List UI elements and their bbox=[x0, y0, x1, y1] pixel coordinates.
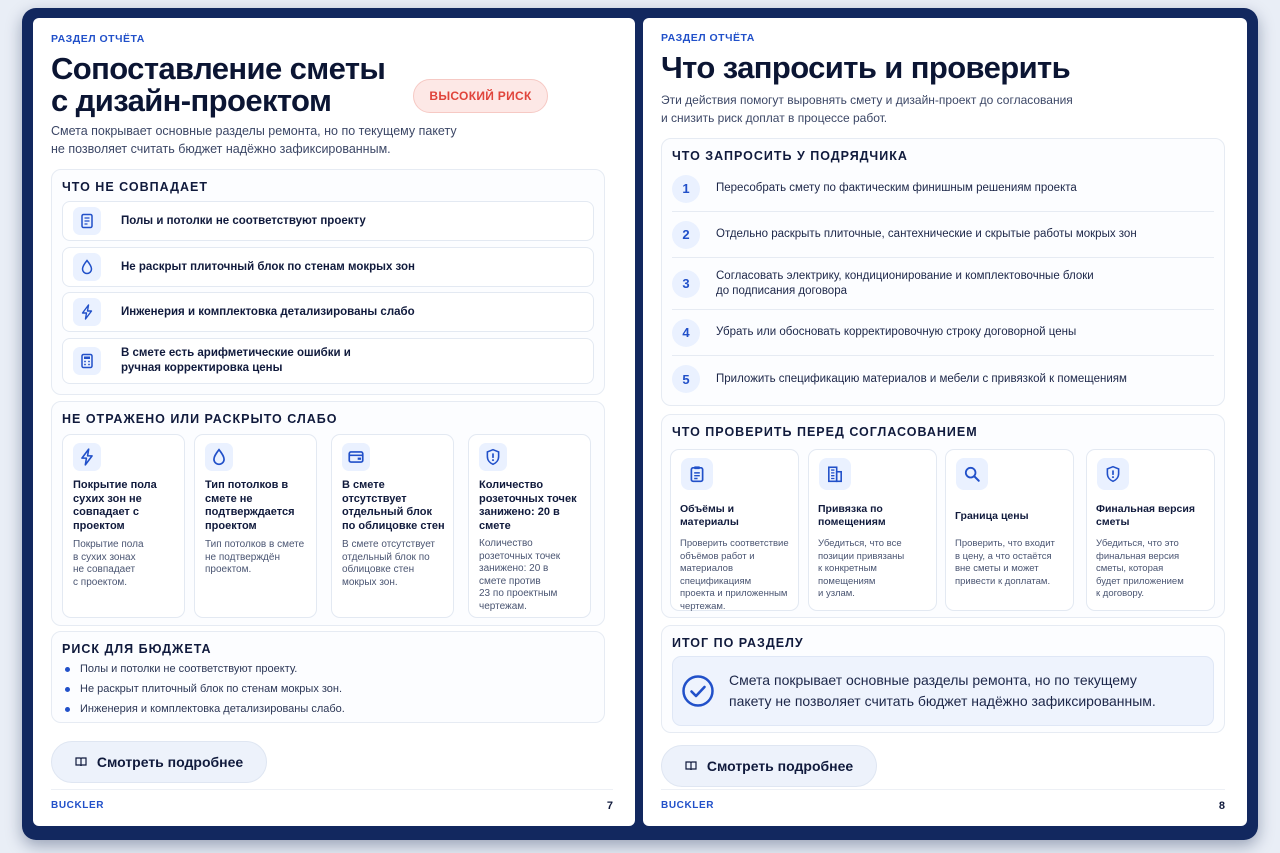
shield-alert-icon bbox=[479, 443, 507, 471]
page-title: Что запросить и проверить bbox=[661, 50, 1071, 85]
title-line: Тип потолков в bbox=[205, 479, 289, 491]
text-line: Убрать или обосновать корректировочную строку договорной цены bbox=[716, 326, 1077, 338]
title-line: отдельный блок bbox=[342, 506, 432, 518]
mismatch-item bbox=[62, 247, 594, 287]
weak-card bbox=[194, 434, 317, 618]
title-line: проектом bbox=[205, 519, 257, 532]
desc-line: смете против bbox=[479, 575, 541, 587]
desc-line: чертежам. bbox=[680, 600, 726, 612]
text-line: Не раскрыт плиточный блок по стенам мокрых зон bbox=[121, 260, 415, 273]
verify-card bbox=[808, 449, 937, 611]
text-line: Инженерия и комплектовка детализированы слабо bbox=[121, 305, 415, 318]
desc-line: материалов спецификациям bbox=[680, 563, 752, 587]
lead-text bbox=[51, 122, 457, 158]
text-line: ручная корректировка цены bbox=[121, 362, 283, 374]
panel-title: ЧТО НЕ СОВПАДАЕТ bbox=[62, 180, 208, 194]
card-title bbox=[680, 502, 793, 530]
title-line: розеточных точек bbox=[479, 492, 577, 505]
desc-line: Убедиться, что все bbox=[818, 538, 902, 549]
panel-title: ЧТО ЗАПРОСИТЬ У ПОДРЯДЧИКА bbox=[672, 149, 908, 163]
weak-card bbox=[468, 434, 591, 618]
title-line: совпадает с bbox=[73, 506, 139, 518]
desc-line: проекта и приложенным bbox=[680, 588, 788, 599]
title-line: сметы bbox=[1096, 516, 1130, 528]
budget-risk-panel bbox=[51, 631, 605, 723]
page-number: 7 bbox=[606, 800, 613, 812]
calculator-icon bbox=[73, 347, 101, 375]
desc-line: проектом. bbox=[205, 564, 252, 575]
desc-line: объёмов работ и bbox=[680, 550, 755, 562]
text-line: Отдельно раскрыть плиточные, сантехнические и скрытые работы мокрых зон bbox=[716, 228, 1137, 240]
desc-line: Проверить соответствие bbox=[680, 538, 789, 549]
request-step bbox=[672, 310, 1214, 356]
text-line: Полы и потолки не соответствуют проекту bbox=[121, 214, 366, 227]
mismatch-text bbox=[121, 305, 415, 320]
title-line: занижено: 20 в bbox=[479, 506, 560, 518]
title-line: смете не bbox=[205, 492, 253, 505]
desc-line: не подтверждён bbox=[205, 551, 280, 563]
weak-panel bbox=[51, 401, 605, 626]
verify-panel bbox=[661, 414, 1225, 618]
request-step bbox=[672, 258, 1214, 310]
desc-line: мокрых зон. bbox=[342, 576, 398, 588]
book-icon bbox=[685, 760, 697, 772]
desc-line: отдельный блок по bbox=[342, 551, 430, 563]
budget-risk-item: Инженерия и комплектовка детализированы слабо. bbox=[80, 703, 345, 715]
step-text bbox=[716, 181, 1077, 196]
desc-line: в цену, а что остаётся bbox=[955, 550, 1052, 562]
page-left bbox=[33, 18, 635, 826]
card-title bbox=[205, 479, 310, 533]
card-title bbox=[342, 479, 447, 533]
text-line: Смета покрывает основные разделы ремонта, но по текущему bbox=[729, 672, 1137, 688]
mismatch-item bbox=[62, 201, 594, 241]
title-line: Количество bbox=[479, 479, 544, 491]
desc-line: 23 по проектным bbox=[479, 588, 558, 599]
verify-card bbox=[1086, 449, 1215, 611]
desc-line: Убедиться, что это bbox=[1096, 538, 1179, 549]
desc-line: помещениям bbox=[818, 575, 876, 587]
brand-label: BUCKLER bbox=[661, 800, 715, 811]
step-text bbox=[716, 372, 1127, 387]
desc-line: облицовке стен bbox=[342, 564, 415, 575]
title-line: Граница цены bbox=[955, 509, 1029, 522]
wallet-icon bbox=[342, 443, 370, 471]
step-text bbox=[716, 227, 1137, 242]
desc-line: Покрытие пола bbox=[73, 539, 144, 550]
title-line: отсутствует bbox=[342, 492, 407, 505]
desc-line: Проверить, что входит bbox=[955, 538, 1055, 549]
request-step bbox=[672, 212, 1214, 258]
desc-line: вне сметы и может bbox=[955, 563, 1039, 574]
title-line: Привязка по bbox=[818, 503, 883, 515]
desc-line: в сухих зонах bbox=[73, 551, 136, 563]
summary-box bbox=[672, 656, 1214, 726]
weak-card bbox=[331, 434, 454, 618]
panel-title: ИТОГ ПО РАЗДЕЛУ bbox=[672, 636, 804, 650]
check-circle-icon bbox=[681, 674, 715, 708]
card-description bbox=[1096, 538, 1209, 601]
title-line: помещениям bbox=[818, 516, 886, 528]
page-right bbox=[643, 18, 1247, 826]
desc-line: к договору. bbox=[1096, 588, 1145, 599]
text-line: В смете есть арифметические ошибки и bbox=[121, 347, 351, 359]
card-description bbox=[479, 538, 584, 613]
view-more-button[interactable] bbox=[51, 741, 267, 783]
page-title-line1: Сопоставление сметы bbox=[51, 51, 386, 86]
card-title bbox=[955, 502, 1068, 530]
lead-text bbox=[661, 91, 1073, 127]
step-number: 2 bbox=[672, 221, 700, 249]
desc-line: и узлам. bbox=[818, 588, 855, 599]
text-line: пакету не позволяет считать бюджет надёжно зафиксированным. bbox=[729, 693, 1156, 709]
summary-text bbox=[729, 670, 1156, 712]
title-line: подтверждается bbox=[205, 506, 295, 518]
card-title bbox=[73, 479, 178, 533]
mismatch-item bbox=[62, 292, 594, 332]
step-number: 5 bbox=[672, 365, 700, 393]
request-step bbox=[672, 356, 1214, 402]
title-line: проектом bbox=[73, 519, 125, 532]
card-description bbox=[818, 538, 931, 601]
step-number: 1 bbox=[672, 175, 700, 203]
desc-line: с проектом. bbox=[73, 576, 128, 588]
building-icon bbox=[819, 458, 851, 490]
title-line: Финальная версия bbox=[1096, 503, 1195, 515]
clipboard-icon bbox=[681, 458, 713, 490]
step-text bbox=[716, 325, 1076, 340]
page-footer bbox=[51, 789, 613, 812]
drop-icon bbox=[205, 443, 233, 471]
card-title bbox=[1096, 502, 1209, 530]
desc-line: В смете отсутствует bbox=[342, 539, 436, 550]
view-more-label: Смотреть подробнее bbox=[706, 758, 854, 774]
card-description bbox=[955, 538, 1068, 588]
desc-line: чертежам. bbox=[479, 600, 527, 612]
desc-line: привести к доплатам. bbox=[955, 575, 1051, 587]
card-description bbox=[205, 539, 310, 577]
mismatch-text bbox=[121, 214, 366, 229]
title-line: сухих зон не bbox=[73, 492, 142, 505]
drop-icon bbox=[73, 253, 101, 281]
title-line: Покрытие пола bbox=[73, 479, 157, 491]
lead-line: и снизить риск доплат в процессе работ. bbox=[661, 111, 888, 125]
mismatch-item bbox=[62, 338, 594, 384]
verify-card bbox=[670, 449, 799, 611]
lightning-icon bbox=[73, 443, 101, 471]
mismatch-text bbox=[121, 346, 351, 376]
section-label: РАЗДЕЛ ОТЧЁТА bbox=[661, 32, 755, 44]
desc-line: Тип потолков в смете bbox=[205, 539, 305, 550]
page-number: 8 bbox=[1218, 800, 1225, 812]
mismatch-text bbox=[121, 260, 415, 275]
request-step bbox=[672, 166, 1214, 212]
panel-title: РИСК ДЛЯ БЮДЖЕТА bbox=[62, 642, 212, 656]
panel-title: ЧТО ПРОВЕРИТЬ ПЕРЕД СОГЛАСОВАНИЕМ bbox=[672, 425, 978, 439]
page-title-line2: с дизайн-проектом bbox=[51, 83, 332, 118]
card-description bbox=[73, 539, 178, 589]
desc-line: сметы, которая bbox=[1096, 563, 1164, 574]
request-panel bbox=[661, 138, 1225, 406]
title-line: по облицовке стен bbox=[342, 519, 445, 532]
section-label: РАЗДЕЛ ОТЧЁТА bbox=[51, 33, 145, 45]
desc-line: занижено: 20 в bbox=[479, 563, 549, 574]
document-icon bbox=[73, 207, 101, 235]
card-description bbox=[342, 539, 447, 589]
shield-alert-icon bbox=[1097, 458, 1129, 490]
summary-panel bbox=[661, 625, 1225, 733]
lead-line: не позволяет считать бюджет надёжно зафиксированным. bbox=[51, 142, 391, 156]
desc-line: финальная версия bbox=[1096, 550, 1180, 562]
lead-line: Эти действия помогут выровнять смету и дизайн-проект до согласования bbox=[661, 93, 1073, 107]
desc-line: розеточных точек bbox=[479, 550, 561, 562]
desc-line: Количество bbox=[479, 538, 533, 549]
lightning-icon bbox=[73, 298, 101, 326]
search-icon bbox=[956, 458, 988, 490]
brand-label: BUCKLER bbox=[51, 800, 105, 811]
view-more-button[interactable] bbox=[661, 745, 877, 787]
card-title bbox=[818, 502, 931, 530]
budget-risk-item: Не раскрыт плиточный блок по стенам мокрых зон. bbox=[80, 683, 343, 695]
desc-line: позиции привязаны bbox=[818, 550, 905, 562]
risk-badge: ВЫСОКИЙ РИСК bbox=[413, 79, 548, 113]
card-title bbox=[479, 479, 584, 533]
desc-line: к конкретным bbox=[818, 563, 877, 574]
verify-card bbox=[945, 449, 1074, 611]
budget-risk-item: Полы и потолки не соответствуют проекту. bbox=[80, 663, 298, 675]
weak-card bbox=[62, 434, 185, 618]
view-more-label: Смотреть подробнее bbox=[96, 754, 244, 770]
text-line: Пересобрать смету по фактическим финишным решениям проекта bbox=[716, 182, 1077, 194]
panel-title: НЕ ОТРАЖЕНО ИЛИ РАСКРЫТО СЛАБО bbox=[62, 412, 338, 426]
step-number: 3 bbox=[672, 270, 700, 298]
page-footer bbox=[661, 789, 1225, 812]
title-line: Объёмы и материалы bbox=[680, 503, 739, 528]
text-line: Согласовать электрику, кондиционирование и комплектовочные блоки bbox=[716, 269, 1094, 282]
text-line: Приложить спецификацию материалов и мебели с привязкой к помещениям bbox=[716, 372, 1127, 385]
card-description bbox=[680, 538, 793, 613]
desc-line: будет приложением bbox=[1096, 575, 1184, 587]
mismatch-panel bbox=[51, 169, 605, 395]
title-line: смете bbox=[479, 519, 511, 532]
book-icon bbox=[75, 756, 87, 768]
title-line: В смете bbox=[342, 479, 385, 491]
step-text bbox=[716, 269, 1094, 299]
step-number: 4 bbox=[672, 319, 700, 347]
desc-line: не совпадает bbox=[73, 564, 136, 575]
text-line: до подписания договора bbox=[716, 284, 847, 297]
lead-line: Смета покрывает основные разделы ремонта, но по текущему пакету bbox=[51, 124, 457, 138]
